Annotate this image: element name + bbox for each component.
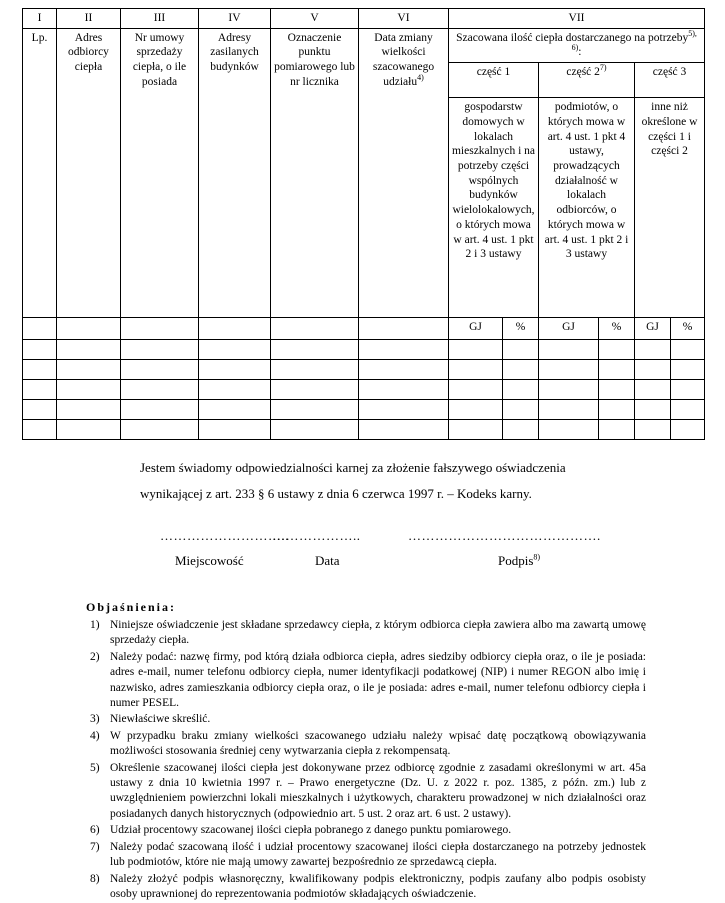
cell-part3-gj[interactable]: [635, 400, 671, 420]
cell-contract[interactable]: [121, 400, 199, 420]
footnote-text: Należy podać szacowaną ilość i udział procentowy szacowanej ilości ciepła dostarczanego na potrzeby jednostek lub podmiotów, które nie mają umowy zawartej bezpośrednio ze sprzedawcą ciepła.: [110, 840, 646, 869]
declaration-line-2: wynikającej z art. 233 § 6 ustawy z dnia 6 czerwca 1997 r. – Kodeks karny.: [140, 486, 532, 501]
signature-dotted-line: …………………………………….: [408, 528, 601, 543]
footnote-text: Określenie szacowanej ilości ciepła jest dokonywane przez odbiorcę zgodnie z zasadami określonymi w art. 45a ustawy z dnia 10 kwietnia 1997 r. – Prawo energetyczne (Dz. U. z 2022 r. poz. 1385, z późn. zm.) lub z uwzględnieniem powierzchni lokali mieszkalnych i użytkowych, charakteru prowadzonej w nich działalności oraz posiadanych danych historycznych (odpowiednio art. 5 ust. 2 oraz art. 6 ust. 2 ustawy).: [110, 761, 646, 820]
col-roman-vi: VI: [359, 9, 449, 29]
header-part-1-label: część 1: [476, 66, 511, 79]
cell-address[interactable]: [57, 360, 121, 380]
unit-part1-pct: %: [503, 318, 539, 340]
unit-part3-pct: %: [671, 318, 705, 340]
cell-part1-gj[interactable]: [449, 400, 503, 420]
footnotes-title: Objaśnienia:: [86, 600, 177, 614]
footnote-text: Należy podać: nazwę firmy, pod którą działa odbiorca ciepła, adres siedziby odbiorcy ciepła oraz, o ile je posiada: adres e-mail, numer telefonu odbiorcy ciepła, numer identyfikacji podatkowej (NIP) i numer REGON albo imię i nazwisko, adres zamieszkania odbiorcy ciepła oraz, o ile je posiada: adres e-mail, numer telefonu odbiorcy ciepła i numer PESEL.: [110, 650, 646, 710]
table-row-units: [23, 318, 705, 340]
cell-contract[interactable]: [121, 380, 199, 400]
footnote-number: 5): [90, 761, 100, 774]
footnote-number: 8): [90, 872, 100, 885]
footnote-item: [86, 840, 646, 871]
declaration-table: [22, 8, 705, 440]
label-signature: [498, 553, 540, 569]
footnote-text: Niniejsze oświadczenie jest składane sprzedawcy ciepła, z którym odbiorca ciepła zawiera albo ma zawartą umowę sprzedaży ciepła.: [110, 619, 646, 647]
cell-change-date[interactable]: [359, 360, 449, 380]
col-roman-v: V: [271, 9, 359, 29]
cell-meter[interactable]: [271, 400, 359, 420]
cell-lp[interactable]: [23, 340, 57, 360]
cell-buildings[interactable]: [199, 360, 271, 380]
cell-meter[interactable]: [271, 420, 359, 440]
header-part-2-footnote-ref: 7): [599, 63, 607, 73]
footnote-text: W przypadku braku zmiany wielkości szacowanego udziału należy wpisać datę początkową obowiązywania możliwości stosowania średniej ceny wytwarzania ciepła z rekompensatą.: [110, 729, 646, 758]
table-row[interactable]: [23, 360, 705, 380]
cell-lp[interactable]: [23, 360, 57, 380]
header-estimated-heat-colon: :: [578, 46, 582, 59]
unit-part2-pct: %: [599, 318, 635, 340]
col-roman-iii: III: [121, 9, 199, 29]
cell-part1-pct[interactable]: [503, 380, 539, 400]
footnote-text: Udział procentowy szacowanej ilości ciepła pobranego z danego punktu pomiarowego.: [110, 824, 512, 837]
criminal-liability-declaration: [140, 455, 650, 507]
unit-spacer-address: [57, 318, 121, 340]
declaration-line-1: Jestem świadomy odpowiedzialności karnej za złożenie fałszywego oświadczenia: [140, 460, 566, 475]
cell-part3-pct[interactable]: [671, 420, 705, 440]
cell-meter[interactable]: [271, 360, 359, 380]
table-row-headers: [23, 28, 705, 62]
cell-part2-gj[interactable]: [539, 340, 599, 360]
cell-part1-pct[interactable]: [503, 400, 539, 420]
cell-part1-gj[interactable]: [449, 420, 503, 440]
footnote-text: Należy złożyć podpis własnoręczny, kwalifikowany podpis elektroniczny, podpis zaufany albo podpis osobisty osoby uprawnionej do reprezentowania podmiotów składających oświadczenie.: [110, 872, 646, 900]
footnote-number: 2): [90, 650, 100, 663]
header-estimated-heat: [449, 28, 705, 62]
unit-spacer-contract: [121, 318, 199, 340]
cell-part2-gj[interactable]: [539, 400, 599, 420]
col-roman-i: I: [23, 9, 57, 29]
cell-address[interactable]: [57, 420, 121, 440]
header-part-1: [449, 63, 539, 98]
place-dotted-line: ………………………..: [160, 528, 289, 543]
cell-change-date[interactable]: [359, 400, 449, 420]
cell-meter[interactable]: [271, 340, 359, 360]
col-roman-vii: VII: [449, 9, 705, 29]
footnote-item: [86, 650, 646, 712]
table-row-romans: [23, 9, 705, 29]
cell-part2-pct[interactable]: [599, 380, 635, 400]
cell-contract[interactable]: [121, 340, 199, 360]
header-change-date: [359, 28, 449, 317]
cell-part3-gj[interactable]: [635, 340, 671, 360]
label-date: Data: [315, 553, 340, 568]
cell-part2-gj[interactable]: [539, 420, 599, 440]
cell-part3-gj[interactable]: [635, 360, 671, 380]
cell-part2-gj[interactable]: [539, 380, 599, 400]
header-part-2-label: część 2: [566, 66, 600, 79]
cell-part2-pct[interactable]: [599, 420, 635, 440]
header-part-2: [539, 63, 635, 98]
header-contract-number: Nr umowy sprzedaży ciepła, o ile posiada: [121, 28, 199, 317]
footnote-item: [86, 729, 646, 760]
header-part-2-description: podmiotów, o których mowa w art. 4 ust. 1 pkt 4 ustawy, prowadzących działalność w lokalach odbiorców, o których mowa w art. 4 ust. 1 pkt 2 i 3 ustawy: [539, 98, 635, 318]
unit-spacer-meter: [271, 318, 359, 340]
cell-lp[interactable]: [23, 420, 57, 440]
unit-part1-gj: GJ: [449, 318, 503, 340]
cell-part1-gj[interactable]: [449, 340, 503, 360]
footnote-item: [86, 823, 646, 838]
cell-part1-gj[interactable]: [449, 360, 503, 380]
footnote-number: 3): [90, 713, 100, 726]
cell-part1-gj[interactable]: [449, 380, 503, 400]
label-place: Miejscowość: [175, 553, 244, 568]
unit-spacer-buildings: [199, 318, 271, 340]
header-part-3: [635, 63, 705, 98]
footnote-number: 7): [90, 840, 100, 853]
header-lp: Lp.: [23, 28, 57, 317]
cell-part2-pct[interactable]: [599, 400, 635, 420]
col-roman-iv: IV: [199, 9, 271, 29]
unit-part2-gj: GJ: [539, 318, 599, 340]
label-signature-footnote-ref: 8): [533, 552, 541, 562]
cell-part2-pct[interactable]: [599, 340, 635, 360]
header-building-addresses: Adresy zasilanych budynków: [199, 28, 271, 317]
cell-buildings[interactable]: [199, 420, 271, 440]
cell-address[interactable]: [57, 340, 121, 360]
header-meter-point: Oznaczenie punktu pomiarowego lub nr licznika: [271, 28, 359, 317]
footnotes-section: [86, 600, 646, 903]
header-address: Adres odbiorcy ciepła: [57, 28, 121, 317]
cell-part2-gj[interactable]: [539, 360, 599, 380]
table-row[interactable]: [23, 380, 705, 400]
date-dotted-line: ………………..: [272, 528, 361, 543]
footnote-item: [86, 761, 646, 823]
table-row[interactable]: [23, 420, 705, 440]
footnote-number: 6): [90, 824, 100, 837]
cell-part3-gj[interactable]: [635, 380, 671, 400]
cell-part1-pct[interactable]: [503, 420, 539, 440]
header-estimated-heat-text: Szacowana ilość ciepła dostarczanego na potrzeby: [456, 31, 689, 44]
cell-lp[interactable]: [23, 380, 57, 400]
cell-part3-pct[interactable]: [671, 360, 705, 380]
cell-change-date[interactable]: [359, 420, 449, 440]
cell-lp[interactable]: [23, 400, 57, 420]
table-row[interactable]: [23, 340, 705, 360]
header-change-date-footnote-ref: 4): [417, 73, 424, 83]
cell-part1-pct[interactable]: [503, 360, 539, 380]
footnote-number: 1): [90, 619, 100, 631]
cell-contract[interactable]: [121, 360, 199, 380]
cell-part2-pct[interactable]: [599, 360, 635, 380]
header-estimated-heat-footnote-ref: 5), 6): [571, 28, 697, 53]
unit-spacer-lp: [23, 318, 57, 340]
cell-change-date[interactable]: [359, 340, 449, 360]
header-part-3-description: inne niż określone w części 1 i części 2: [635, 98, 705, 318]
label-signature-text: Podpis: [498, 553, 534, 568]
cell-address[interactable]: [57, 400, 121, 420]
footnote-number: 4): [90, 729, 100, 742]
footnote-item: [86, 872, 646, 903]
cell-meter[interactable]: [271, 380, 359, 400]
cell-address[interactable]: [57, 380, 121, 400]
cell-change-date[interactable]: [359, 380, 449, 400]
footnote-text: Niewłaściwe skreślić.: [110, 713, 211, 726]
cell-part3-pct[interactable]: [671, 380, 705, 400]
cell-part1-pct[interactable]: [503, 340, 539, 360]
cell-part3-pct[interactable]: [671, 340, 705, 360]
cell-buildings[interactable]: [199, 340, 271, 360]
footnote-item: [86, 618, 646, 649]
col-roman-ii: II: [57, 9, 121, 29]
cell-part3-gj[interactable]: [635, 420, 671, 440]
footnote-item: [86, 712, 646, 727]
unit-part3-gj: GJ: [635, 318, 671, 340]
cell-part3-pct[interactable]: [671, 400, 705, 420]
header-part-3-label: część 3: [652, 66, 687, 79]
table-row[interactable]: [23, 400, 705, 420]
declaration-table-wrapper: [22, 8, 704, 440]
unit-spacer-change-date: [359, 318, 449, 340]
cell-contract[interactable]: [121, 420, 199, 440]
cell-buildings[interactable]: [199, 380, 271, 400]
header-part-1-description: gospodarstw domowych w lokalach mieszkalnych i na potrzeby części wspólnych budynków wielolokalowych, o których mowa w art. 4 ust. 1 pkt 2 i 3 ustawy: [449, 98, 539, 318]
cell-buildings[interactable]: [199, 400, 271, 420]
header-change-date-text: Data zmiany wielkości szacowanego udziału: [372, 31, 435, 88]
